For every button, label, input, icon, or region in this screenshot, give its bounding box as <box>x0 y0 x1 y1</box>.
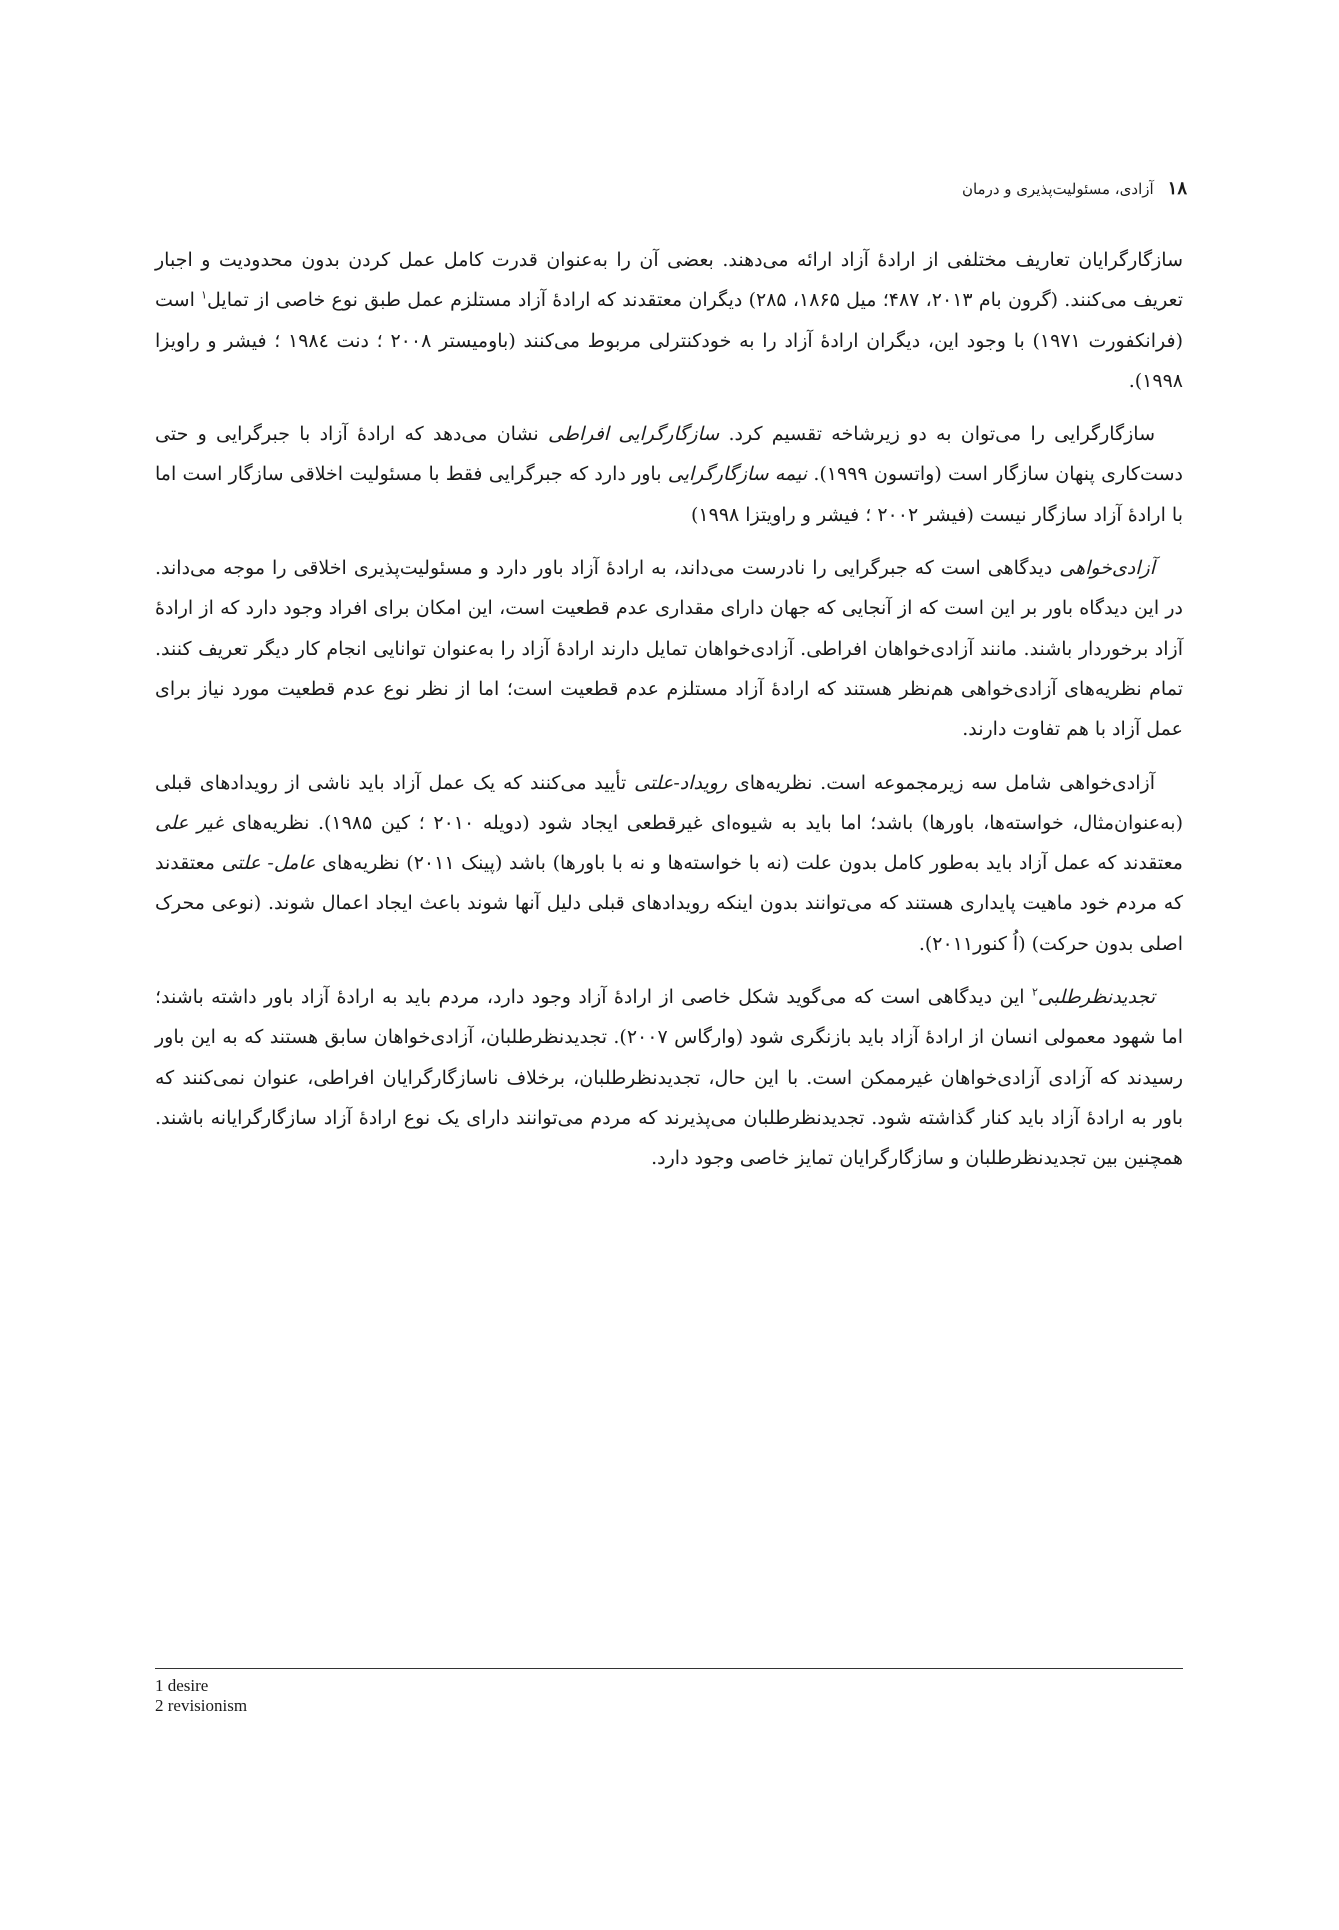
body-text <box>155 240 1183 1192</box>
running-title: آزادی، مسئولیت‌پذیری و درمان <box>961 180 1154 198</box>
paragraph-5 <box>155 977 1183 1178</box>
paragraph-4 <box>155 763 1183 964</box>
footnote-reference-2: ۲ <box>1031 985 1038 999</box>
italic-term: نیمه سازگارگرایی <box>667 463 808 486</box>
paragraph-1 <box>155 240 1183 401</box>
paragraph-2 <box>155 414 1183 535</box>
paragraph-text: این دیدگاهی است که می‌گوید شکل خاصی از ارادهٔ آزاد وجود دارد، مردم باید به ارادهٔ آزاد باور داشته باشند؛ اما شهود معمولی انسان از ارادهٔ آزاد باید بازنگری شود (وارگاس ۲۰۰۷). تجدیدنظرطلبان، آزادی‌خواهان سابق هستند که به این باور رسیدند که آزادی آزادی‌خواهان غیرممکن است. با این حال، تجدیدنظرطلبان، برخلاف ناسازگارگرایان افراطی، عنوان نمی‌کنند که باور به ارادهٔ آزاد باید کنار گذاشته شود. تجدیدنظرطلبان می‌پذیرند که مردم می‌توانند دارای یک نوع ارادهٔ آزاد سازگارگرایانه باشند. همچنین بین تجدیدنظرطلبان و سازگارگرایان تمایز خاصی وجود دارد. <box>155 986 1183 1170</box>
paragraph-text: معتقدند که عمل آزاد باید به‌طور کامل بدون علت (نه با خواسته‌ها و نه با باورها) باشد (پینک ۲۰۱۱) نظریه‌های <box>315 852 1183 875</box>
italic-term: عامل- علتی <box>221 852 316 875</box>
paragraph-text: نشان می‌دهد که ارادهٔ آزاد با جبرگرایی و حتی دست‌کاری پنهان سازگار است (واتسون ۱۹۹۹). <box>155 423 1183 486</box>
footnote-reference-1: ۱ <box>201 288 208 302</box>
footnotes <box>155 1676 247 1716</box>
italic-term: سازگارگرایی افراطی <box>548 423 720 446</box>
paragraph-text: باور دارد که جبرگرایی فقط با مسئولیت اخلاقی سازگار است اما با ارادهٔ آزاد سازگار نیست (فیشر ۲۰۰۲ ؛ فیشر و راویتزا ۱۹۹۸) <box>155 463 1183 526</box>
page-number: ۱۸ <box>1167 178 1187 199</box>
italic-term: رویداد-علتی <box>634 771 728 794</box>
paragraph-text: است (فرانکفورت ۱۹۷۱) با وجود این، دیگران ارادهٔ آزاد را به خودکنترلی مربوط می‌کنند (باومیستر ۲۰۰۸ ؛ دنت ۱۹۸٤ ؛ فیشر و راویزا ۱۹۹۸). <box>155 289 1183 392</box>
footnote-2: 2 revisionism <box>155 1696 248 1715</box>
paragraph-text: معتقدند که مردم خود ماهیت پایداری هستند که می‌توانند بدون اینکه رویدادهای قبلی دلیل آنها شوند باعث ایجاد اعمال شوند. (نوعی محرک اصلی بدون حرکت) (اُ کنور۲۰۱۱). <box>155 852 1183 955</box>
paragraph-text: تأیید می‌کنند که یک عمل آزاد باید ناشی از رویدادهای قبلی (به‌عنوان‌مثال، خواسته‌ها، باورها) باشد؛ اما باید به شیوه‌ای غیرقطعی ایجاد شود (دویله ۲۰۱۰ ؛ کین ۱۹۸۵). نظریه‌های <box>155 771 1183 834</box>
italic-term: آزادی‌خواهی <box>1059 557 1155 580</box>
footnote-divider <box>155 1668 1183 1669</box>
paragraph-text: سازگارگرایی را می‌توان به دو زیرشاخه تقسیم کرد. <box>719 423 1155 446</box>
paragraph-3 <box>155 548 1183 749</box>
italic-term: غیر علی <box>155 811 224 834</box>
footnote-1: 1 desire <box>155 1676 209 1695</box>
paragraph-text: سازگارگرایان تعاریف مختلفی از ارادهٔ آزاد ارائه می‌دهند. بعضی آن را به‌عنوان قدرت کامل عمل کردن بدون محدودیت و اجبار تعریف می‌کنند. (گرون بام ۲۰۱۳، ۴۸۷؛ میل ۱۸۶۵، ۲۸۵) دیگران معتقدند که ارادهٔ آزاد مستلزم عمل طبق نوع خاصی از تمایل <box>155 249 1184 312</box>
page-header <box>962 178 1187 199</box>
italic-term: تجدیدنظرطلبی <box>1037 986 1155 1009</box>
paragraph-text: دیدگاهی است که جبرگرایی را نادرست می‌داند، به ارادهٔ آزاد باور دارد و مسئولیت‌پذیری اخلاقی را موجه می‌داند. در این دیدگاه باور بر این است که از آنجایی که جهان دارای مقداری عدم قطعیت است، این امکان برای افراد وجود دارد که از ارادهٔ آزاد برخوردار باشند. مانند آزادی‌خواهان افراطی. آزادی‌خواهان تمایل دارند ارادهٔ آزاد را به‌عنوان توانایی انجام کار دیگر تعریف کنند. تمام نظریه‌های آزادی‌خواهی هم‌نظر هستند که ارادهٔ آزاد مستلزم عدم قطعیت است؛ اما از نظر نوع عدم قطعیت مورد نیاز برای عمل آزاد با هم تفاوت دارند. <box>155 557 1183 741</box>
paragraph-text: آزادی‌خواهی شامل سه زیرمجموعه است. نظریه‌های <box>727 771 1155 794</box>
